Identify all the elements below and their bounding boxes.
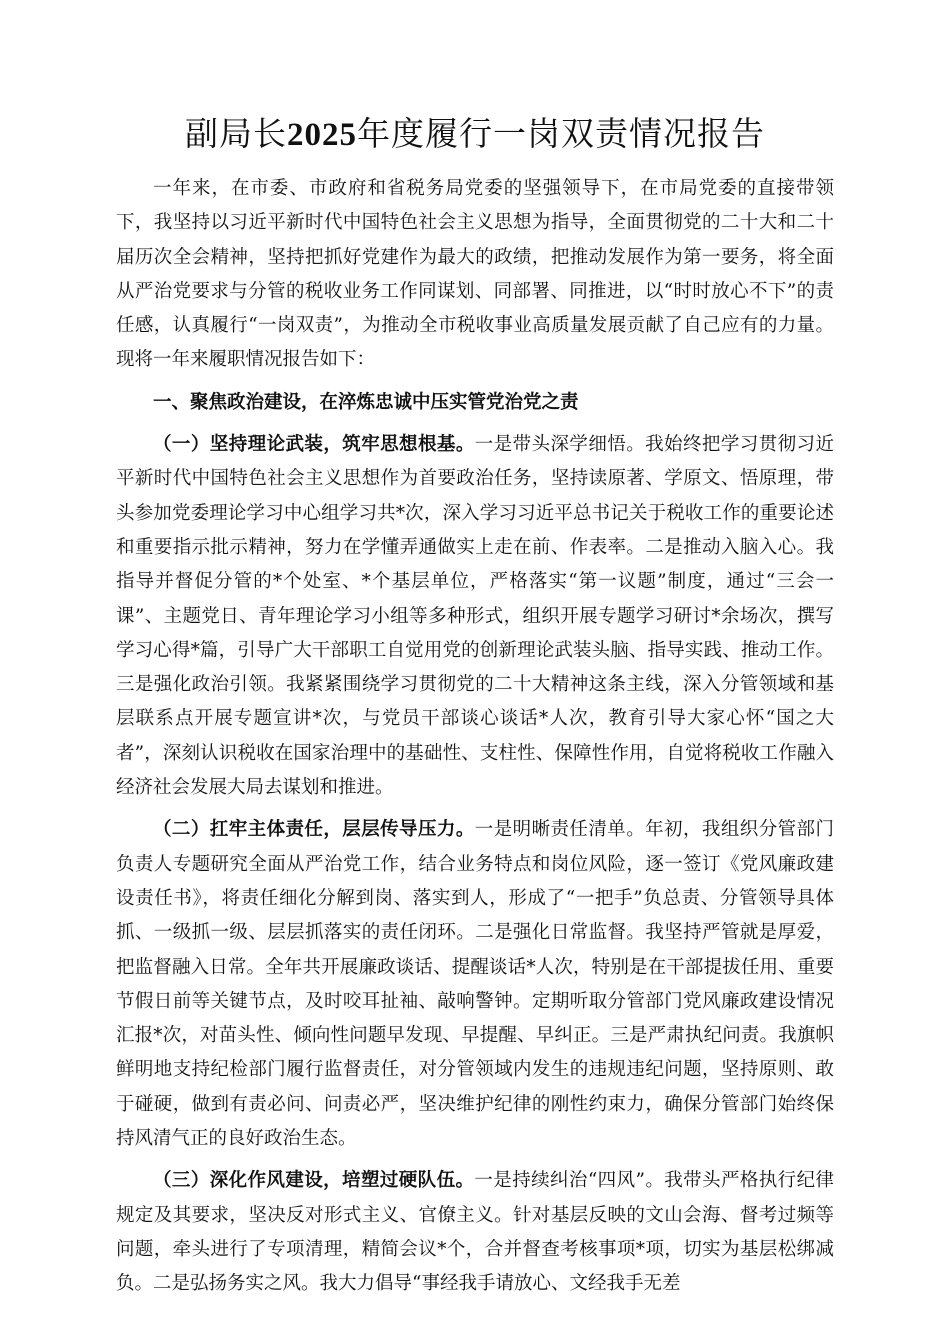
paragraph-3-lead: （三）深化作风建设，培塑过硬队伍。 <box>153 1170 475 1192</box>
paragraph-2-lead: （二）扛牢主体责任，层层传导压力。 <box>153 819 475 841</box>
intro-paragraph: 一年来，在市委、市政府和省税务局党委的坚强领导下，在市局党委的直接带领下，我坚持以习近平新时代中国特色社会主义思想为指导，全面贯彻党的二十大和二十届历次全会精神，坚持把抓好党建作为最大的政绩，把推动发展作为第一要务，将全面从严治党要求与分管的税收业务工作同谋划、同部署、同推进，以“时时放心不下”的责任感，认真履行“一岗双责”，为推动全市税收事业高质量发展贡献了自己应有的力量。现将一年来履职情况报告如下： <box>116 178 834 371</box>
title-suffix: 年度履行一岗双责情况报告 <box>357 114 765 153</box>
document-body <box>116 172 834 1302</box>
paragraph-1 <box>116 428 834 805</box>
section-heading-1: 一、聚焦政治建设，在淬炼忠诚中压实管党治党之责 <box>153 391 579 413</box>
title-prefix: 副局长 <box>185 114 287 153</box>
paragraph-3-text: 一是持续纠治“四风”。我带头严格执行纪律规定及其要求，坚决反对形式主义、官僚主义。针对基层反映的文山会海、督考过频等问题，牵头进行了专项清理，精简会议*个，合并督查考核事项*项，切实为基层松绑减负。二是弘扬务实之风。我大力倡导“事经我手请放心、文经我手无差 <box>116 1170 834 1295</box>
title-year: 2025 <box>287 117 357 153</box>
paragraph-1-text: 一是带头深学细悟。我始终把学习贯彻习近平新时代中国特色社会主义思想作为首要政治任务，坚持读原著、学原文、悟原理，带头参加党委理论学习中心组学习共*次，深入学习习近平总书记关于税收工作的重要论述和重要指示批示精神，努力在学懂弄通做实上走在前、作表率。二是推动入脑入心。我指导并督促分管的*个处室、*个基层单位，严格落实“第一议题”制度，通过“三会一课”、主题党日、青年理论学习小组等多种形式，组织开展专题学习研讨*余场次，撰写学习心得*篇，引导广大干部职工自觉用党的创新理论武装头脑、指导实践、推动工作。三是强化政治引领。我紧紧围绕学习贯彻党的二十大精神这条主线，深入分管领域和基层联系点开展专题宣讲*次，与党员干部谈心谈话*人次，教育引导大家心怀“国之大者”，深刻认识税收在国家治理中的基础性、支柱性、保障性作用，自觉将税收工作融入经济社会发展大局去谋划和推进。 <box>116 434 834 799</box>
paragraph-3 <box>116 1164 834 1301</box>
paragraph-2 <box>116 813 834 1156</box>
paragraph-1-lead: （一）坚持理论武装，筑牢思想根基。 <box>153 434 475 456</box>
document-title <box>0 112 950 157</box>
paragraph-2-text: 一是明晰责任清单。年初，我组织分管部门负责人专题研究全面从严治党工作，结合业务特点和岗位风险，逐一签订《党风廉政建设责任书》，将责任细化分解到岗、落实到人，形成了“一把手”负总责、分管领导具体抓、一级抓一级、层层抓落实的责任闭环。二是强化日常监督。我坚持严管就是厚爱，把监督融入日常。全年共开展廉政谈话、提醒谈话*人次，特别是在干部提拔任用、重要节假日前等关键节点，及时咬耳扯袖、敲响警钟。定期听取分管部门党风廉政建设情况汇报*次，对苗头性、倾向性问题早发现、早提醒、早纠正。三是严肃执纪问责。我旗帜鲜明地支持纪检部门履行监督责任，对分管领域内发生的违规违纪问题，坚持原则、敢于碰硬，做到有责必问、问责必严，坚决维护纪律的刚性约束力，确保分管部门始终保持风清气正的良好政治生态。 <box>116 819 834 1150</box>
